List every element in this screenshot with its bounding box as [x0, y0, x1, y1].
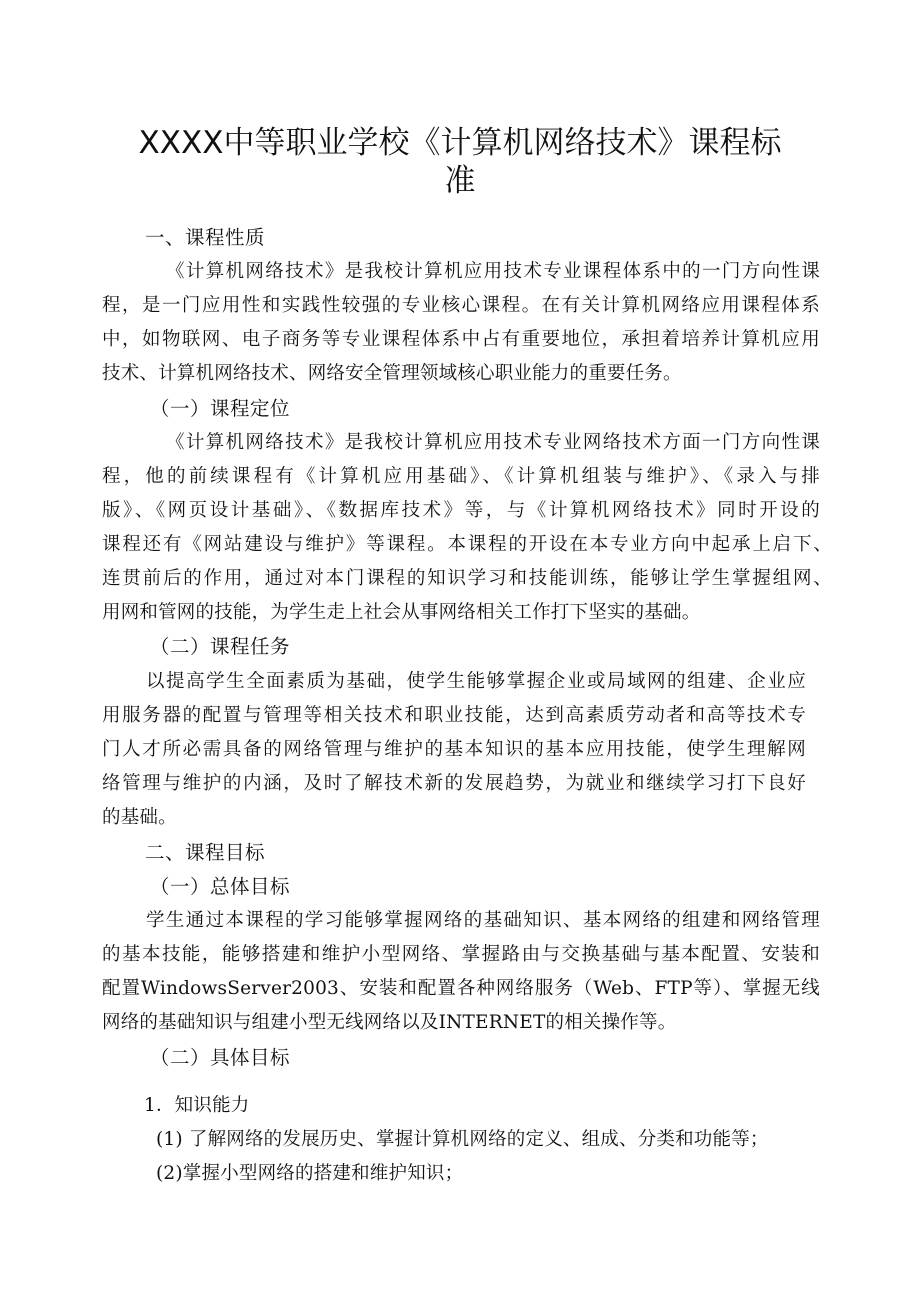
list-item: (2)掌握小型网络的搭建和维护知识； — [156, 1163, 464, 1184]
item-heading-knowledge: 1．知识能力 — [144, 1095, 250, 1116]
title-line-1: XXXX中等职业学校《计算机网络技术》课程标 — [138, 125, 782, 161]
title-line-2: 准 — [444, 163, 476, 199]
paragraph-line: 的基本技能，能够搭建和维护小型网络、掌握路由与交换基础与基本配置、安装和 — [102, 944, 820, 965]
paragraph-line: 技术、计算机网络技术、网络安全管理领域核心职业能力的重要任务。 — [102, 363, 682, 384]
paragraph-line: 版》、《网页设计基础》、《数据库技术》等，与《计算机网络技术》同时开设的 — [102, 500, 820, 521]
paragraph-line: 用网和管网的技能，为学生走上社会从事网络相关工作打下坚实的基础。 — [102, 602, 701, 623]
subsection-heading-overall-goal: （一）总体目标 — [150, 875, 291, 898]
paragraph-line: 《计算机网络技术》是我校计算机应用技术专业网络技术方面一门方向性课 — [166, 432, 820, 453]
section-heading-objectives: 二、课程目标 — [145, 841, 266, 864]
list-item: (1) 了解网络的发展历史、掌握计算机网络的定义、组成、分类和功能等； — [156, 1129, 769, 1150]
paragraph-line: 以提高学生全面素质为基础，使学生能够掌握企业或局域网的组建、企业应 — [146, 671, 806, 692]
paragraph-line: 程，他的前续课程有《计算机应用基础》、《计算机组装与维护》、《录入与排 — [102, 466, 820, 487]
paragraph-line: 用服务器的配置与管理等相关技术和职业技能，达到高素质劳动者和高等技术专 — [102, 705, 806, 726]
section-heading-nature: 一、课程性质 — [145, 226, 266, 249]
paragraph-line: 《计算机网络技术》是我校计算机应用技术专业课程体系中的一门方向性课 — [166, 261, 820, 282]
document-title — [100, 124, 820, 200]
paragraph-line: 课程还有《网站建设与维护》等课程。本课程的开设在本专业方向中起承上启下、 — [102, 534, 832, 555]
paragraph-line: 络管理与维护的内涵，及时了解技术新的发展趋势，为就业和继续学习打下良好 — [102, 773, 806, 794]
paragraph-line: 学生通过本课程的学习能够掌握网络的基础知识、基本网络的组建和网络管理 — [146, 910, 820, 931]
subsection-heading-positioning: （一）课程定位 — [150, 397, 291, 420]
paragraph-line: 程，是一门应用性和实践性较强的专业核心课程。在有关计算机网络应用课程体系 — [102, 295, 820, 316]
subsection-heading-specific-goals: （二）具体目标 — [150, 1046, 291, 1069]
paragraph-line: 门人才所必需具备的网络管理与维护的基本知识的基本应用技能，使学生理解网 — [102, 739, 806, 760]
subsection-heading-tasks: （二）课程任务 — [150, 635, 291, 658]
paragraph-line: 的基础。 — [102, 807, 177, 828]
paragraph-line: 连贯前后的作用，通过对本门课程的知识学习和技能训练，能够让学生掌握组网、 — [102, 568, 832, 589]
paragraph-line: 网络的基础知识与组建小型无线网络以及INTERNET的相关操作等。 — [102, 1012, 677, 1033]
paragraph-line: 配置WindowsServer2003、安装和配置各种网络服务（Web、FTP等）、掌握无线 — [102, 978, 820, 999]
paragraph-line: 中，如物联网、电子商务等专业课程体系中占有重要地位，承担着培养计算机应用 — [102, 329, 820, 350]
